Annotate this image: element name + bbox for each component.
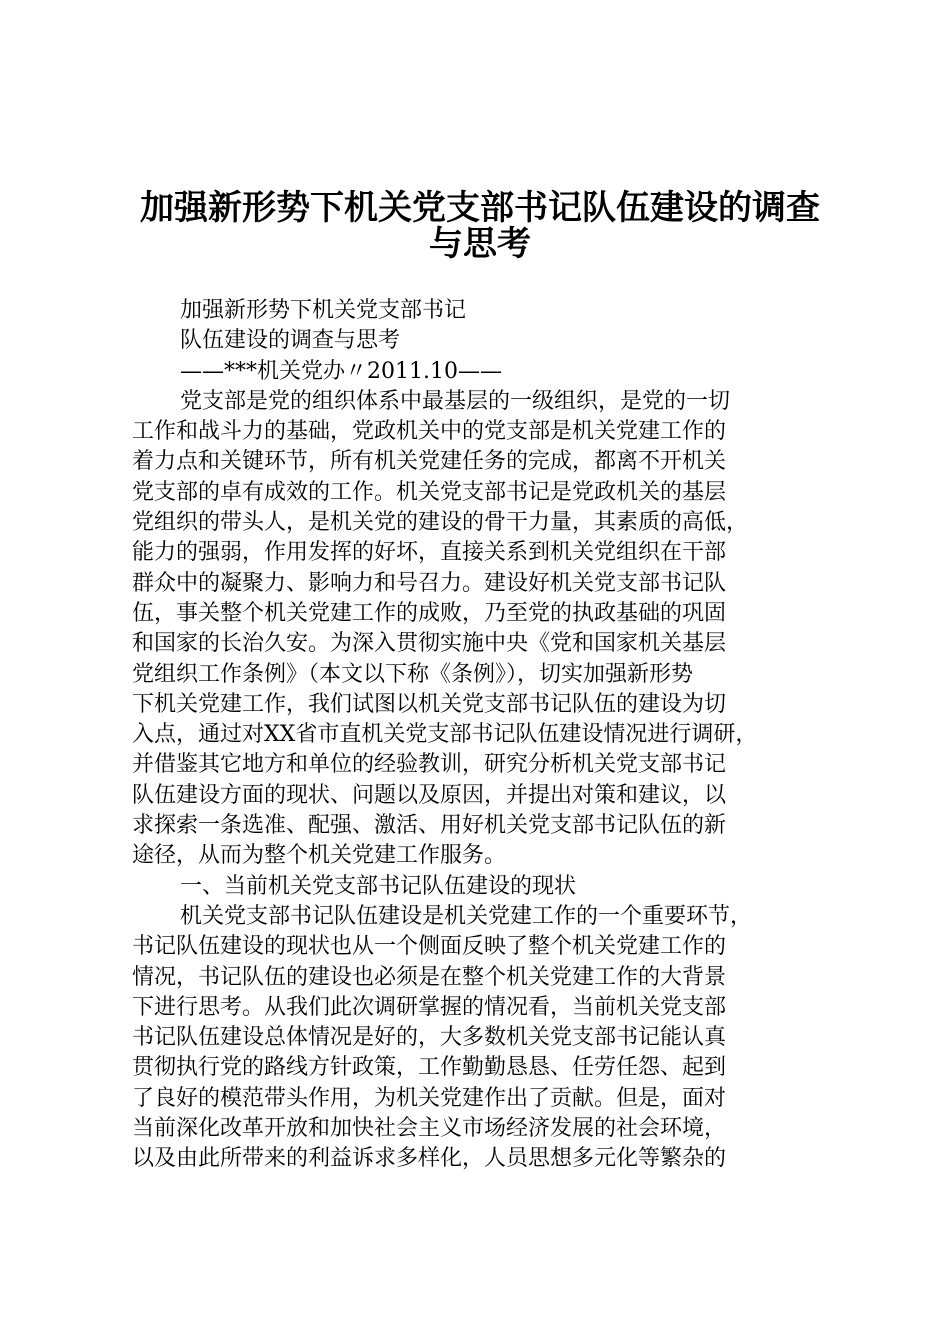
paragraph-line: 入点，通过对XX省市直机关党支部书记队伍建设情况进行调研， [132, 722, 758, 748]
paragraph-line: 当前深化改革开放和加快社会主义市场经济发展的社会环境， [132, 1116, 727, 1142]
paragraph-line: 党支部的卓有成效的工作。机关党支部书记是党政机关的基层 [132, 479, 727, 505]
paragraph-line: 贯彻执行党的路线方针政策，工作勤勤恳恳、任劳任怨、起到 [132, 1055, 727, 1081]
paragraph-line: 群众中的凝聚力、影响力和号召力。建设好机关党支部书记队 [132, 570, 727, 596]
paragraph-line: 机关党支部书记队伍建设是机关党建工作的一个重要环节， [180, 903, 753, 929]
paragraph-line: 求探索一条选准、配强、激活、用好机关党支部书记队伍的新 [132, 813, 727, 839]
paragraph-line: 下机关党建工作，我们试图以机关党支部书记队伍的建设为切 [132, 691, 727, 717]
subtitle-line-2: 队伍建设的调查与思考 [180, 328, 401, 354]
document-title-line-1: 加强新形势下机关党支部书记队伍建设的调查 [140, 188, 820, 228]
paragraph-line: 书记队伍建设的现状也从一个侧面反映了整个机关党建工作的 [132, 934, 727, 960]
paragraph-line: 途径，从而为整个机关党建工作服务。 [132, 843, 507, 869]
document-body [132, 296, 832, 1175]
author-date-line: ——***机关党办〃2011.10—— [180, 358, 502, 384]
paragraph-line: 能力的强弱，作用发挥的好坏，直接关系到机关党组织在干部 [132, 540, 727, 566]
section-heading: 一、当前机关党支部书记队伍建设的现状 [180, 873, 577, 899]
paragraph-line: 着力点和关键环节，所有机关党建任务的完成，都离不开机关 [132, 449, 727, 475]
paragraph-line: 并借鉴其它地方和单位的经验教训，研究分析机关党支部书记 [132, 752, 727, 778]
paragraph-line: 以及由此所带来的利益诉求多样化，人员思想多元化等繁杂的 [132, 1146, 727, 1172]
paragraph-line: 了良好的模范带头作用，为机关党建作出了贡献。但是，面对 [132, 1085, 727, 1111]
paragraph-line: 下进行思考。从我们此次调研掌握的情况看，当前机关党支部 [132, 994, 727, 1020]
paragraph-line: 队伍建设方面的现状、问题以及原因，并提出对策和建议，以 [132, 782, 727, 808]
paragraph-line: 书记队伍建设总体情况是好的，大多数机关党支部书记能认真 [132, 1025, 727, 1051]
paragraph-line: 党组织工作条例》（本文以下称《条例》），切实加强新形势 [132, 661, 694, 687]
paragraph-line: 和国家的长治久安。为深入贯彻实施中央《党和国家机关基层 [132, 631, 727, 657]
subtitle-line-1: 加强新形势下机关党支部书记 [180, 298, 467, 323]
paragraph-line: 伍，事关整个机关党建工作的成败，乃至党的执政基础的巩固 [132, 600, 727, 626]
paragraph-line: 党支部是党的组织体系中最基层的一级组织，是党的一切 [180, 388, 731, 414]
paragraph-line: 情况，书记队伍的建设也必须是在整个机关党建工作的大背景 [132, 964, 727, 990]
document-title-line-2: 与思考 [429, 224, 531, 264]
paragraph-line: 党组织的带头人，是机关党的建设的骨干力量，其素质的高低， [132, 510, 749, 536]
paragraph-line: 工作和战斗力的基础，党政机关中的党支部是机关党建工作的 [132, 419, 727, 445]
